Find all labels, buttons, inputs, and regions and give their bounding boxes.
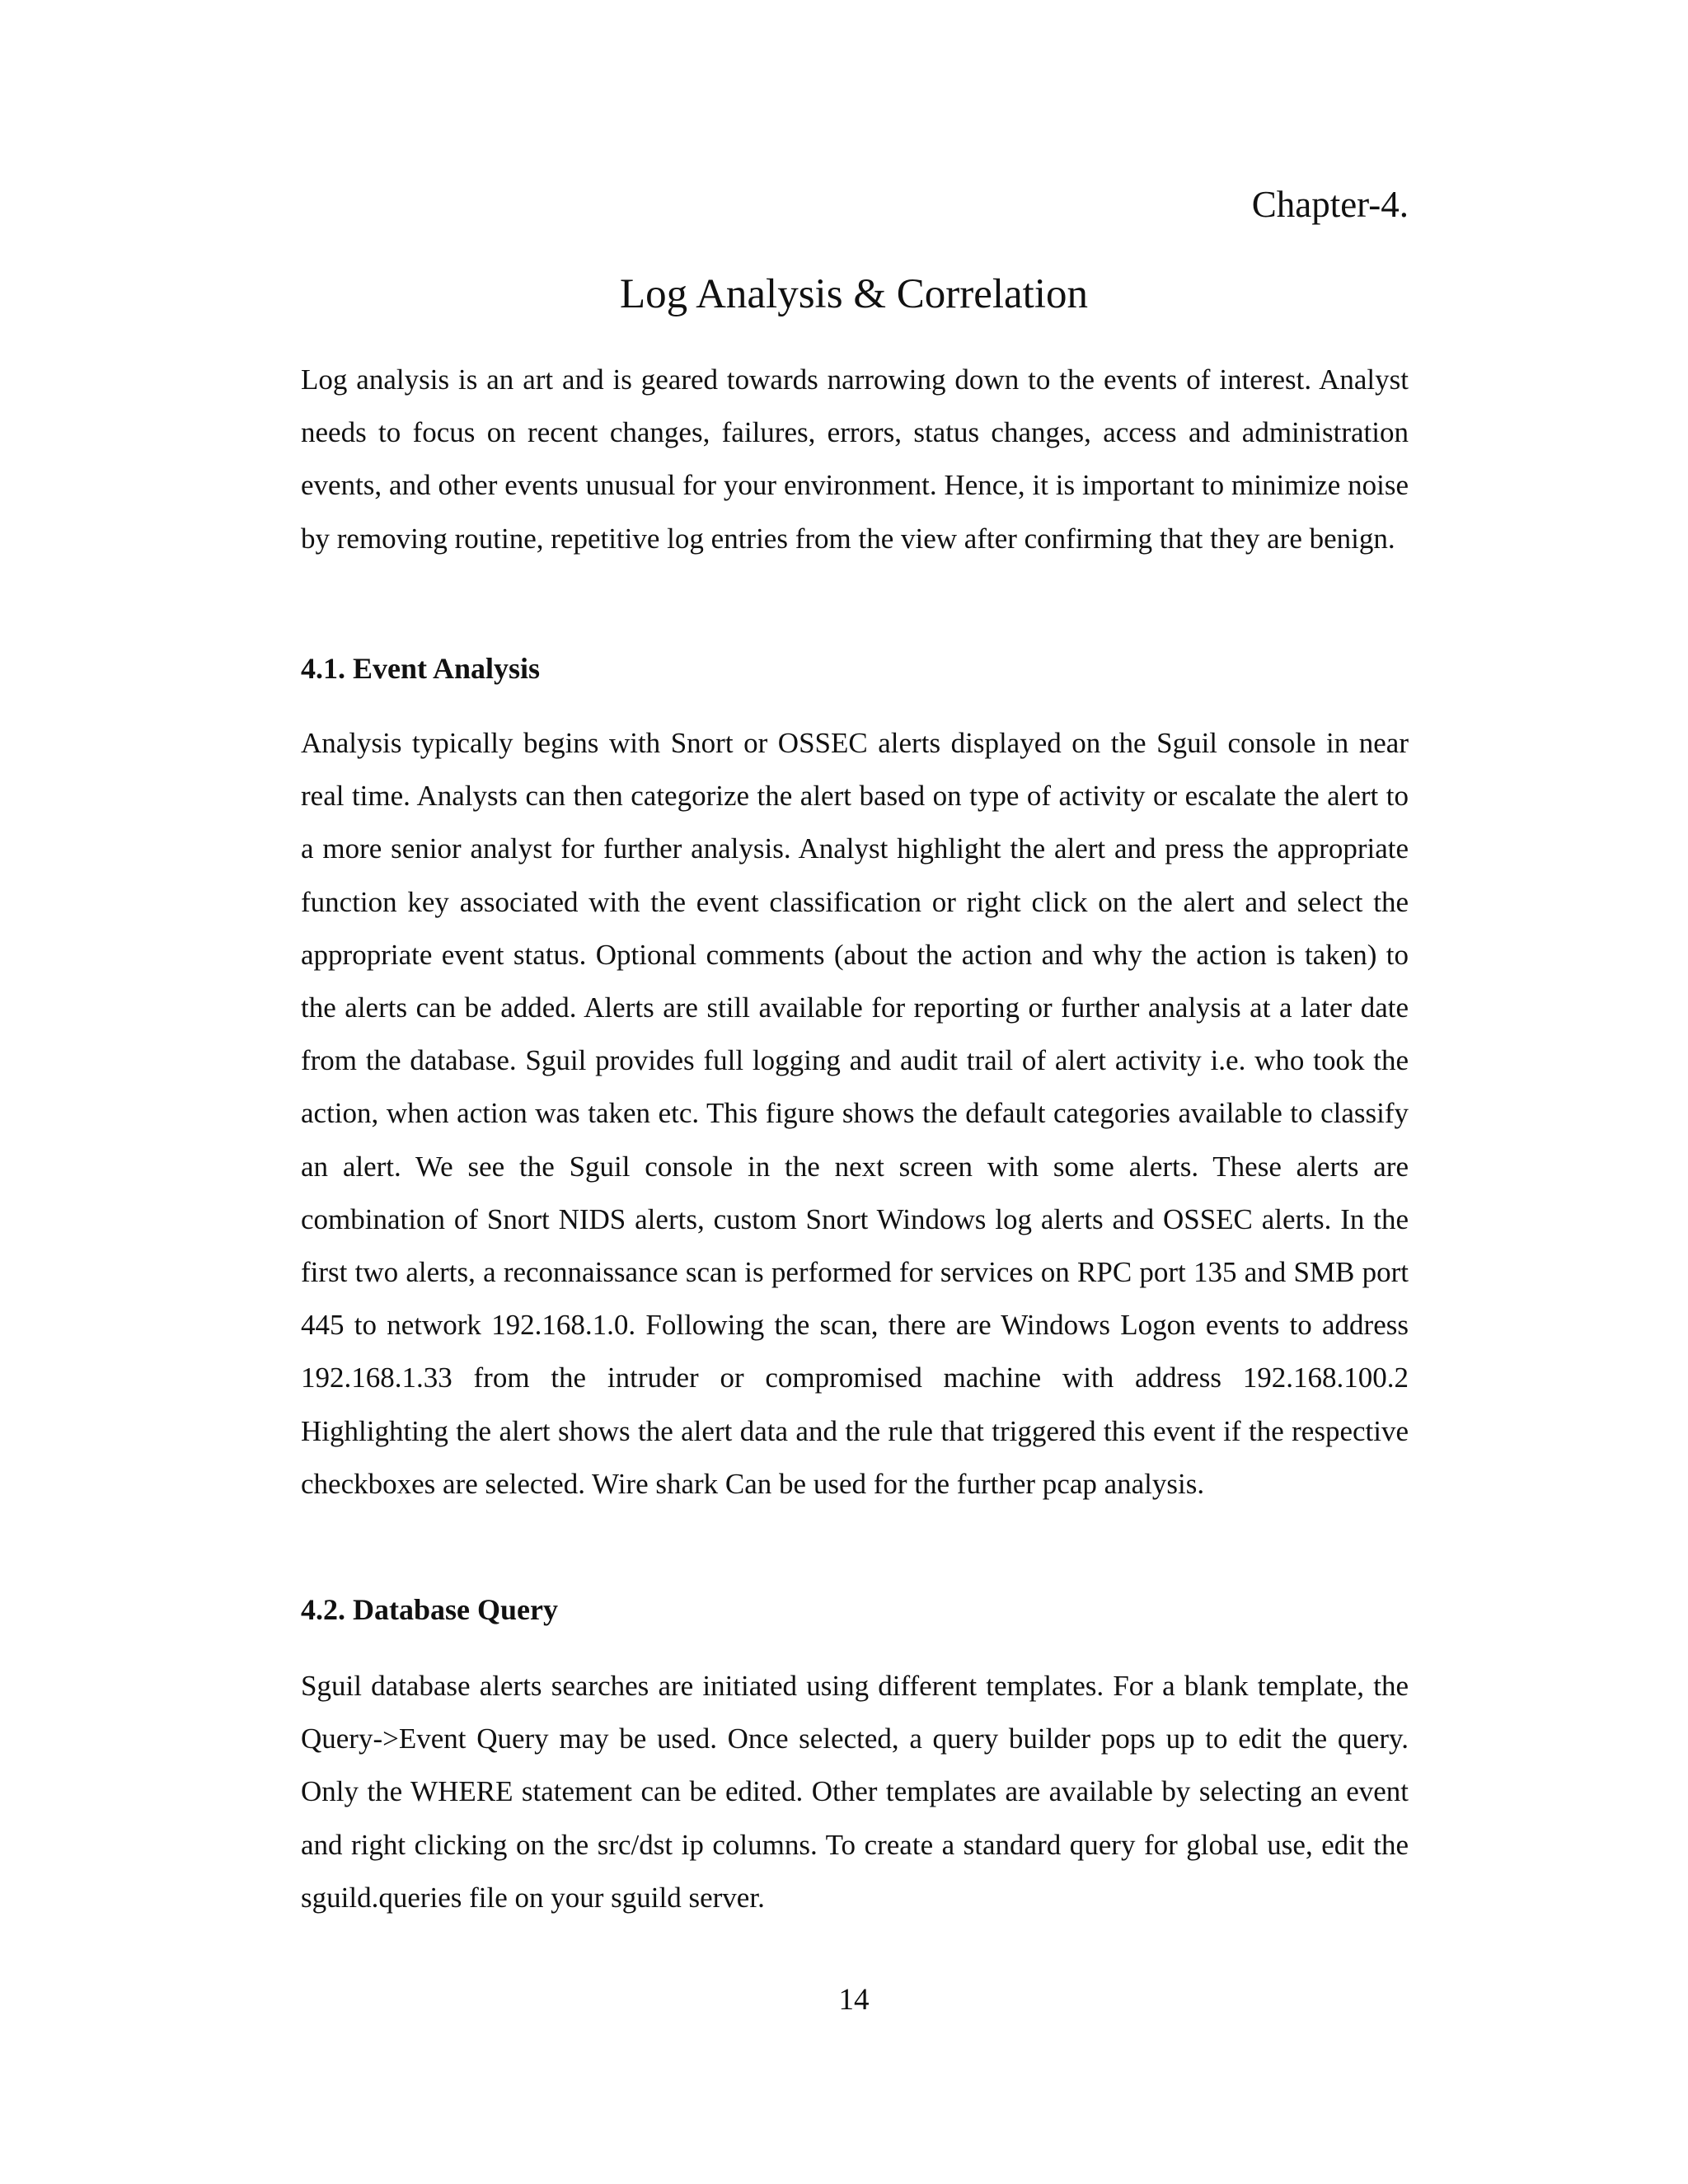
chapter-title: Log Analysis & Correlation — [619, 271, 1089, 317]
event-analysis-paragraph: Analysis typically begins with Snort or OSSEC alerts displayed on the Sguil console in near real time. Analysts can then categorize the alert based on type of activity or escalate the alert to a more senior analyst for further analysis. Analyst highlight the alert and press the appropriate function key associated with the event classification or right click on the alert and select the appropriate event status. Optional comments (about the action and why the action is taken) to the alerts can be added. Alerts are still available for reporting or further analysis at a later date from the database. Sguil provides full logging and audit trail of alert activity i.e. who took the action, when action was taken etc. This figure shows the default categories available to classify an alert. We see the Sguil console in the next screen with some alerts. These alerts are combination of Snort NIDS alerts, custom Snort Windows log alerts and OSSEC alerts. In the first two alerts, a reconnaissance scan is performed for services on RPC port 135 and SMB port 445 to network 192.168.1.0. Following the scan, there are Windows Logon events to address 192.168.1.33 from the intruder or compromised machine with address 192.168.100.2 Highlighting the alert shows the alert data and the rule that triggered this event if the respective checkboxes are selected. Wire shark Can be used for the further pcap analysis. — [301, 727, 1409, 1500]
page-number: 14 — [838, 1983, 870, 2017]
section-heading-event-analysis: 4.1. Event Analysis — [301, 652, 541, 685]
intro-paragraph: Log analysis is an art and is geared towards narrowing down to the events of interest. Analyst needs to focus on recent changes, failures, errors, status changes, access and administration events, and other events unusual for your environment. Hence, it is important to minimize noise by removing routine, repetitive log entries from the view after confirming that they are benign. — [301, 363, 1409, 555]
database-query-paragraph: Sguil database alerts searches are initiated using different templates. For a blank template, the Query->Event Query may be used. Once selected, a query builder pops up to edit the query. Only the WHERE statement can be edited. Other templates are available by selecting an event and right clicking on the src/dst ip columns. To create a standard query for global use, edit the sguild.queries file on your sguild server. — [301, 1670, 1409, 1914]
section-heading-database-query: 4.2. Database Query — [301, 1593, 558, 1626]
chapter-label: Chapter-4. — [1251, 184, 1409, 225]
